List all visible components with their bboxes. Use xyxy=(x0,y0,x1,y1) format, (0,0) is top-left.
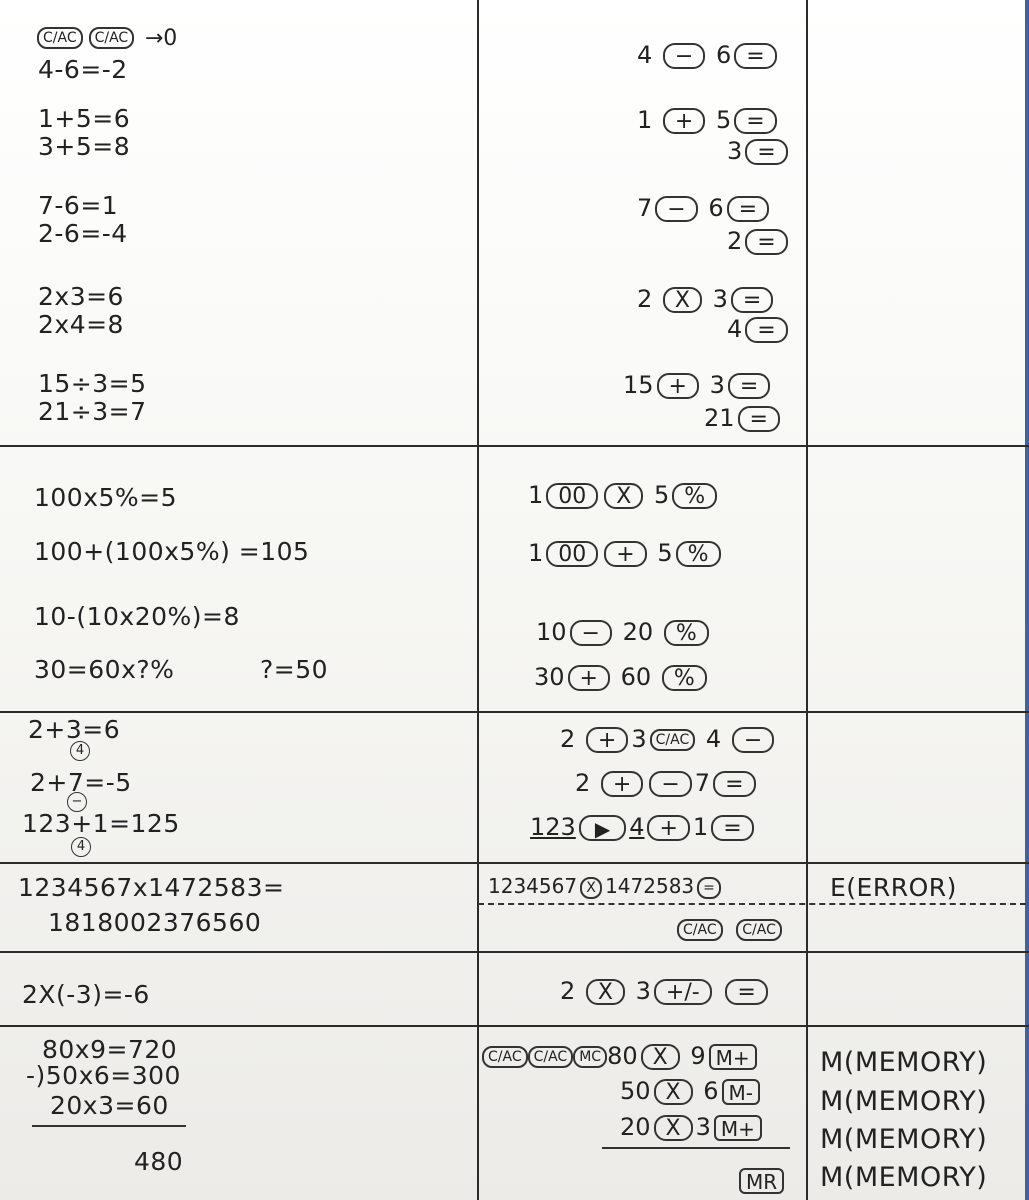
digit: 6 xyxy=(703,1077,719,1105)
key-sequence xyxy=(560,976,771,1006)
digit: 20 xyxy=(622,618,654,646)
sum-line xyxy=(32,1125,186,1127)
key-plus: + xyxy=(601,771,643,797)
digit: 3 xyxy=(712,285,728,313)
key-cursor-right: ▶ xyxy=(579,815,626,841)
key-sequence xyxy=(637,193,772,223)
key-memory-minus: M- xyxy=(722,1079,760,1105)
equation: 2+7=-5 xyxy=(30,768,132,797)
equation: 1+5=6 xyxy=(38,104,131,133)
digit: 6 xyxy=(708,194,724,222)
key-minus: − xyxy=(663,43,705,69)
digit: 1234567 xyxy=(488,874,578,898)
clear-keys xyxy=(34,22,177,54)
digit: 2 xyxy=(637,285,653,313)
column-divider-1 xyxy=(477,0,479,1200)
key-multiply: X xyxy=(654,1115,693,1141)
key-equals: = xyxy=(734,108,776,134)
equation: 2x3=6 xyxy=(38,282,124,311)
key-sequence xyxy=(674,914,785,944)
digit: 5 xyxy=(716,106,732,134)
error-label: E(ERROR) xyxy=(830,873,957,902)
equation: 1234567x1472583= xyxy=(18,873,285,902)
equation: 20x3=60 xyxy=(50,1091,169,1120)
digit: 4 xyxy=(727,315,743,343)
key-sequence xyxy=(620,1112,765,1142)
digit: 1472583 xyxy=(605,874,695,898)
dashed-divider xyxy=(478,903,1026,905)
digit: 50 xyxy=(620,1077,651,1105)
equation: 15÷3=5 xyxy=(38,369,147,398)
key-equals: = xyxy=(745,229,787,255)
key-equals: = xyxy=(713,771,755,797)
equation: 10-(10x20%)=8 xyxy=(34,602,240,631)
key-multiply: X xyxy=(586,979,625,1005)
key-multiply: X xyxy=(641,1044,680,1070)
edge-strip xyxy=(1025,0,1029,1200)
answer: ?=50 xyxy=(260,655,329,684)
key-memory-clear: MC xyxy=(573,1046,607,1068)
digit: 15 xyxy=(623,371,654,399)
key-sequence xyxy=(637,284,776,314)
key-sequence xyxy=(534,662,710,692)
key-multiply: X xyxy=(654,1079,693,1105)
equation: 3+5=8 xyxy=(38,132,131,161)
key-equals: = xyxy=(745,139,787,165)
digit: 3 xyxy=(727,137,743,165)
key-sequence xyxy=(704,403,783,433)
digit: 21 xyxy=(704,404,735,432)
equation: 21÷3=7 xyxy=(38,397,147,426)
key-sequence xyxy=(528,538,724,568)
clear-result: →0 xyxy=(144,26,178,51)
memory-indicator: M(MEMORY) xyxy=(820,1086,988,1117)
digit: 6 xyxy=(716,41,732,69)
key-minus: − xyxy=(655,196,697,222)
key-equals: = xyxy=(725,979,767,1005)
digit: 20 xyxy=(620,1113,651,1141)
key-sequence xyxy=(530,812,757,842)
circled-digit: 4 xyxy=(71,837,91,857)
memory-indicator: M(MEMORY) xyxy=(820,1162,988,1193)
key-clear: C/AC xyxy=(736,919,782,941)
key-clear: C/AC xyxy=(482,1046,528,1068)
key-multiply: X xyxy=(604,483,643,509)
digit: 4 xyxy=(629,813,645,841)
key-percent: % xyxy=(672,483,717,509)
equation: 2X(-3)=-6 xyxy=(22,980,150,1009)
key-sequence xyxy=(528,480,720,510)
digit: 1 xyxy=(637,106,653,134)
key-sequence xyxy=(727,226,791,256)
key-equals: = xyxy=(738,406,780,432)
key-sequence xyxy=(575,768,759,798)
row-divider-4 xyxy=(0,951,1029,953)
key-equals: = xyxy=(731,287,773,313)
key-plus: + xyxy=(586,727,628,753)
digit: 3 xyxy=(709,371,725,399)
key-plus: + xyxy=(568,665,610,691)
key-memory-recall: MR xyxy=(739,1168,784,1194)
digit: 2 xyxy=(560,977,576,1005)
digit: 10 xyxy=(536,618,567,646)
digit: 30 xyxy=(534,663,565,691)
digit: 9 xyxy=(690,1042,706,1070)
key-equals: = xyxy=(727,196,769,222)
key-plus: + xyxy=(657,373,699,399)
digit: 3 xyxy=(695,1113,711,1141)
digit: 2 xyxy=(560,725,576,753)
key-equals: = xyxy=(711,815,753,841)
key-sequence xyxy=(637,40,780,70)
column-divider-2 xyxy=(806,0,808,1200)
key-memory-plus: M+ xyxy=(709,1044,757,1070)
key-double-zero: 00 xyxy=(546,541,598,567)
digit: 5 xyxy=(654,481,670,509)
key-minus: − xyxy=(570,620,612,646)
key-sequence xyxy=(620,1076,763,1106)
digit: 3 xyxy=(635,977,651,1005)
key-sequence xyxy=(560,724,777,754)
key-sequence xyxy=(623,370,773,400)
equation: 2x4=8 xyxy=(38,310,124,339)
digit: 123 xyxy=(530,813,576,841)
equation: 30=60x?% xyxy=(34,655,175,684)
digit: 7 xyxy=(637,194,653,222)
digit: 4 xyxy=(705,725,722,753)
sum-line xyxy=(602,1147,790,1149)
key-percent: % xyxy=(676,541,721,567)
equation-result: 1818002376560 xyxy=(48,908,262,937)
key-plus: + xyxy=(663,108,705,134)
digit: 5 xyxy=(657,539,673,567)
equation: 100+(100x5%) =105 xyxy=(34,537,310,566)
key-percent: % xyxy=(664,620,709,646)
digit: 1 xyxy=(528,539,544,567)
row-divider-2 xyxy=(0,711,1029,713)
key-multiply: X xyxy=(663,287,702,313)
equation: -)50x6=300 xyxy=(26,1061,181,1090)
key-multiply: X xyxy=(580,877,602,899)
equation: 7-6=1 xyxy=(38,191,119,220)
key-plus: + xyxy=(604,541,646,567)
key-sequence xyxy=(637,105,780,135)
key-sequence xyxy=(482,1041,760,1071)
row-divider-5 xyxy=(0,1025,1029,1027)
key-minus: − xyxy=(732,727,774,753)
key-percent: % xyxy=(662,665,707,691)
digit: 7 xyxy=(694,769,711,797)
key-double-zero: 00 xyxy=(546,483,598,509)
equation: 80x9=720 xyxy=(42,1035,178,1064)
memory-indicator: M(MEMORY) xyxy=(820,1047,988,1078)
equation: 2-6=-4 xyxy=(38,219,128,248)
memory-indicator: M(MEMORY) xyxy=(820,1124,988,1155)
circled-sign: − xyxy=(67,792,87,812)
key-sequence xyxy=(727,314,791,344)
key-clear: C/AC xyxy=(89,27,135,49)
key-sequence xyxy=(727,136,791,166)
key-sequence xyxy=(488,871,724,901)
key-equals: = xyxy=(697,877,721,899)
equation: 2+3=6 xyxy=(28,715,121,744)
row-divider-1 xyxy=(0,445,1029,447)
digit: 1 xyxy=(692,813,709,841)
key-sequence xyxy=(736,1165,787,1195)
total: 480 xyxy=(134,1147,184,1176)
digit: 60 xyxy=(620,663,652,691)
key-clear: C/AC xyxy=(37,27,83,49)
key-equals: = xyxy=(745,317,787,343)
equation: 100x5%=5 xyxy=(34,483,178,512)
digit: 4 xyxy=(637,41,653,69)
key-plus: + xyxy=(647,815,689,841)
digit: 2 xyxy=(727,227,743,255)
key-memory-plus: M+ xyxy=(714,1115,762,1141)
key-sequence xyxy=(536,617,712,647)
digit: 80 xyxy=(607,1042,638,1070)
equation: 123+1=125 xyxy=(22,809,180,838)
circled-digit: 4 xyxy=(70,741,90,761)
key-clear: C/AC xyxy=(650,729,696,751)
row-divider-3 xyxy=(0,862,1029,864)
key-sign-change: +/- xyxy=(654,979,712,1005)
key-equals: = xyxy=(734,43,776,69)
equation: 4-6=-2 xyxy=(38,55,128,84)
digit: 2 xyxy=(575,769,591,797)
key-clear: C/AC xyxy=(677,919,723,941)
key-minus: − xyxy=(649,771,691,797)
key-clear: C/AC xyxy=(528,1046,574,1068)
key-equals: = xyxy=(728,373,770,399)
digit: 3 xyxy=(631,725,647,753)
digit: 1 xyxy=(528,481,544,509)
